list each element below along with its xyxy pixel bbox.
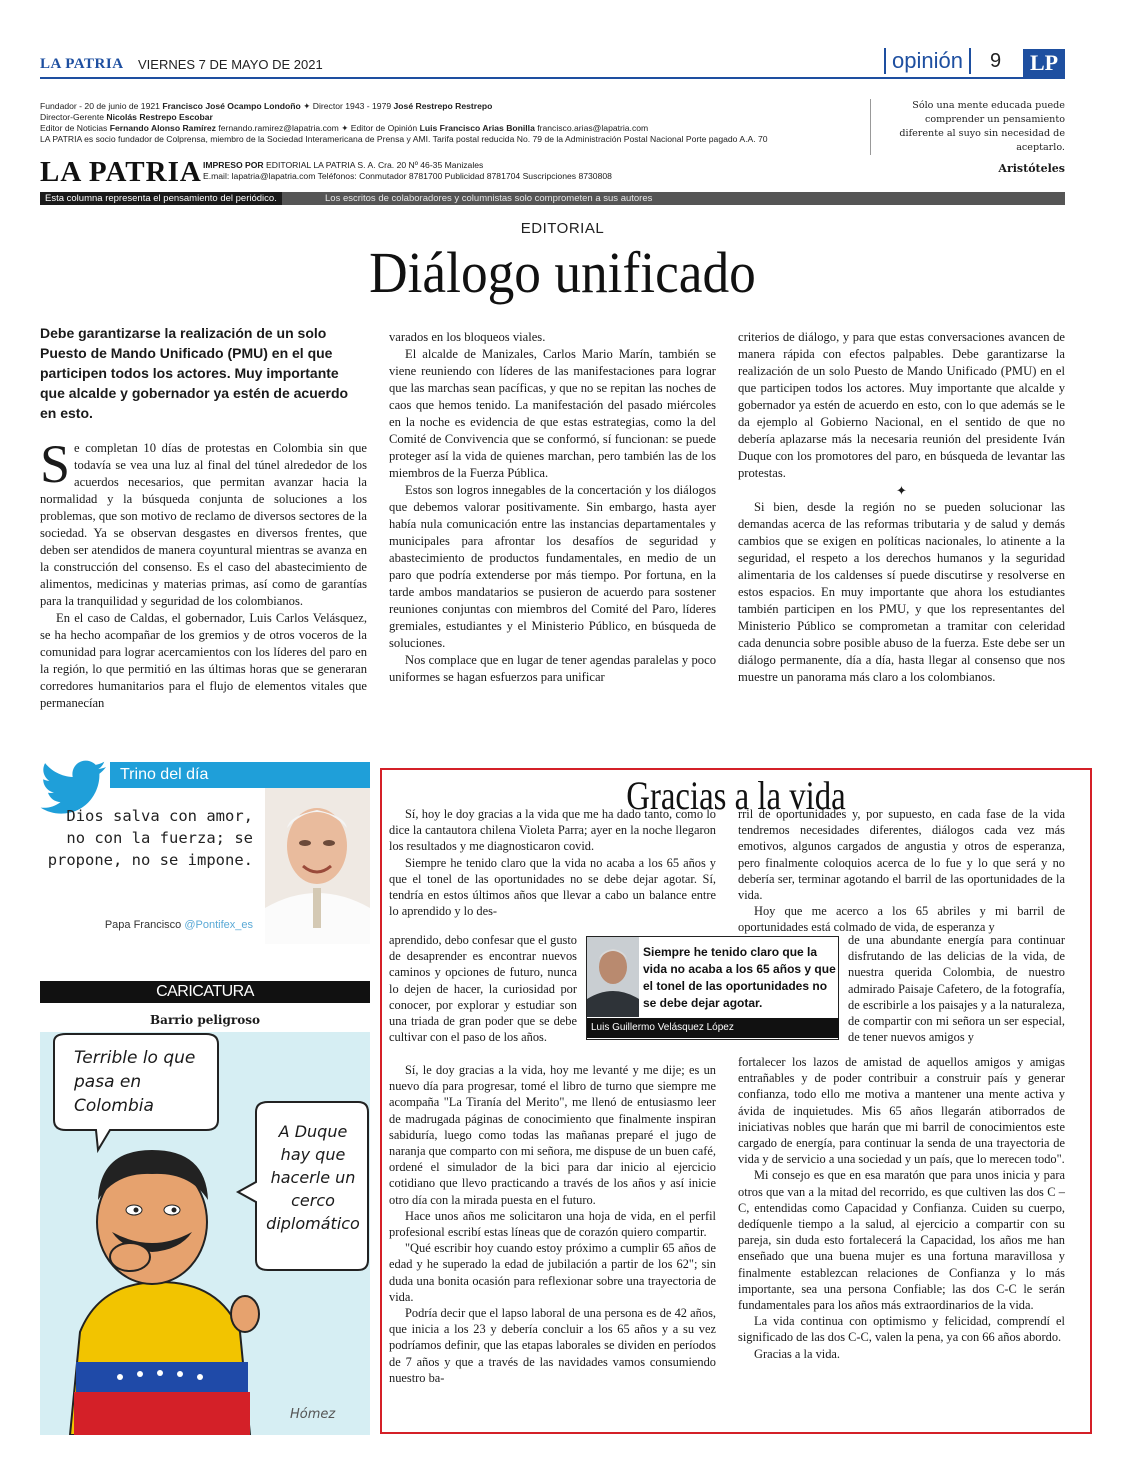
staff-founder: Francisco José Ocampo Londoño — [162, 101, 301, 111]
column-paragraph: La vida continua con optimismo y felicidad, comprendí el significado de las dos C-C, valen la pena, ya con 66 años abordo. — [738, 1314, 1065, 1345]
lp-logo: LP — [1023, 49, 1065, 77]
staff-news-editor: Fernando Alonso Ramírez — [109, 123, 216, 133]
disclaimer-right: Los escritos de colaboradores y columnistas solo comprometen a sus autores — [325, 193, 653, 204]
imprint-address: EDITORIAL LA PATRIA S. A. Cra. 20 Nº 46-35 Manizales — [266, 160, 484, 170]
editorial-kicker: EDITORIAL — [520, 220, 605, 237]
cartoonist-signature: Hómez — [290, 1407, 336, 1422]
quote-of-day: Sólo una mente educada puede comprender un pensamiento diferente al suyo sin necesidad de aceptarlo. — [870, 99, 1065, 155]
tweet-handle[interactable]: @Pontifex_es — [184, 919, 253, 931]
staff-news-label: Editor de Noticias — [40, 123, 108, 133]
paragraph-text: e completan 10 días de protestas en Colombia sin que todavía se vea una luz al final del túnel alrededor de los acuerdos necesarios, que permitan avanzar hacia la normalidad y la búsqueda conjunta de soluciones a los problemas, que son motivo de reclamo de diversos sectores de la sociedad. Ya se observan desgastes en diversos frentes, que deben ser atendidos de manera coyuntural mientras se avanza en la construcción del consenso. Es el caso del abastecimiento de alimentos, medicinas y materias primas, así como de garantías para la tranquilidad y seguridad de los colombianos. — [40, 441, 367, 608]
tweet-author — [40, 919, 253, 931]
editorial-paragraph: Estos son logros innegables de la concertación y los diálogos que debemos valorar positivamente. Sin embargo, hasta ayer había nula comunicación entre las instancias departamentales y municipales para afrontar los desafíos de seguridad y abastecimiento de productos fundamentales, en medio de un paro que podría extenderse por más tiempo. Por fortuna, en la tarde ambos mandatarios se pusieron de acuerdo para sostener reuniones conjuntas con miembros del Comité del Paro, líderes gremiales, estudiantes y el Ministerio Público, en búsqueda de soluciones. — [389, 483, 716, 650]
editorial-paragraph: Si bien, desde la región no se pueden solucionar las demandas acerca de las reformas tributaria y de salud y demás cambios que se exigen en políticas nacionales, lo atinente a la seguridad, el respeto a los derechos humanos y la seguridad alimentaria de los caldenses sí puede discutirse y resolverse en estos espacios. En muy importante que ahora los estudiantes también participen en los PMU, y que los representantes del Ministerio Público se comprometan a tramitar con celeridad cada denuncia sobre posible abuso de la fuerza. Este debe ser un diálogo permanente, día a día, hasta llegar al consenso que nos muestre un panorama más claro a los colombianos. — [738, 500, 1065, 684]
staff-news-email: fernando.ramirez@lapatria.com — [218, 123, 339, 133]
speech-bubble-2: A Duque hay que hacerle un cerco diplomático — [266, 1122, 360, 1233]
pope-photo — [265, 788, 370, 944]
staff-box: Fundador - 20 de junio de 1921 Francisco José Ocampo Londoño ✦ Director 1943 - 1979 José Restrepo Restrepo Director-Gerente Nicolás Restrepo Escobar Editor de Noticias Fernando Alonso Ramírez fernando.ramirez@lapatria.com ✦ Editor de Opinión Luis Francisco Arias Bonilla francisco.arias@lapatria.com LA PATRIA es socio fundador de Colprensa, miembro de la Sociedad Interamericana de Prensa y AMI. Tarifa postal reducida No. 79 de la Administración Postal Nacional Porte pagado A.A. 70 — [40, 101, 830, 145]
column-paragraph: Gracias a la vida. — [754, 1346, 841, 1361]
column-paragraph: Sí, hoy le doy gracias a la vida que me ha dado tanto, como lo dice la cantautora chilena Violeta Parra; ayer en la noche llegaron los resultados y me diagnosticaron covid. — [389, 807, 716, 854]
staff-opinion-editor: Luis Francisco Arias Bonilla — [419, 123, 535, 133]
column-text-1a — [389, 806, 716, 919]
column-paragraph: Mi consejo es que en esa maratón que para unos inicia y para otros que van a la mitad del recorrido, es que cultiven las dos C – C, entendidas como Capacidad y Confianza. Cuiden su cuerpo, dedíquenle tiempo a la salud, al ejercicio a compartir con su pareja, sin duda esto fortalecerá la Capacidad, los años me han enseñado que una buena mujer es una fortuna maravillosa y finalmente establezcan relaciones de Confianza y lo más importante, sea una persona Confiable; las dos C-C le serán fundamentales para los años más extraordinarios de la vida. — [738, 1168, 1065, 1313]
caricatura-title: Barrio peligroso — [150, 1013, 260, 1027]
tweet-text: Dios salva con amor, no con la fuerza; se propone, no se impone. — [47, 807, 253, 869]
page-number: 9 — [990, 50, 1002, 72]
staff-opinion-label: Editor de Opinión — [350, 123, 418, 133]
column-text-1b — [389, 932, 577, 1045]
editorial-column-2 — [389, 329, 716, 686]
author-portrait-icon — [587, 937, 639, 1017]
pull-quote-text: Siempre he tenido claro que la vida no acaba a los 65 años y que el tonel de las oportunidades no se debe dejar agotar. — [643, 945, 836, 1010]
column-paragraph: rril de oportunidades y, por supuesto, en cada fase de la vida tendremos necesidades diferentes, diálogos cada vez más emotivos, algunos cargados de angustia y otros de esperanza, pero finalmente coloquios acerca de lo fue y lo que será y no debería ser, terminar agotando el barril de las oportunidades de la vida. — [738, 807, 1065, 903]
issue-date: VIERNES 7 DE MAYO DE 2021 — [138, 57, 323, 72]
column-paragraph: aprendido, debo confesar que el gusto de desaprender es encontrar nuevos caminos y opciones de futuro, nunca lo dejen de hacer, la curiosidad por conocer, por explorar y estudiar son una triada de gran poder que se debe cultivar con el paso de los años. — [389, 933, 577, 1045]
editorial-paragraph: varados en los bloqueos viales. — [389, 330, 546, 344]
column-text-2a — [738, 806, 1065, 936]
disclaimer-left: Esta columna representa el pensamiento del periódico. — [40, 192, 282, 205]
column-paragraph: Sí, le doy gracias a la vida, hoy me levanté y me dije; es un nuevo día para progresar, tomé el libro de turno que siempre me acompaña "La Tiranía del Merito", me llenó de entusiasmo leer de madrugada páginas de conocimiento que finalmente inspiran sabiduría, luego como todas las mañanas preparé el jugo de naranja que comparto con mi señora, me dispuse de un buen café, ordené el simulador de la bici para dar inicio al ejercicio cotidiano que llevo practicando a través de los años y así inicie otro día con la mirada puesta en el futuro. — [389, 1063, 716, 1207]
imprint-label: IMPRESO POR — [203, 160, 264, 170]
column-text-2c — [738, 1054, 1065, 1362]
staff-opinion-email: francisco.arias@lapatria.com — [537, 123, 649, 133]
caricatura-label: CARICATURA — [40, 981, 370, 1003]
editorial-headline: Diálogo unificado — [369, 240, 756, 305]
author-caption: Luis Guillermo Velásquez López — [587, 1018, 839, 1038]
header-rule — [40, 77, 1065, 79]
column-paragraph: Hoy que me acerco a los 65 abriles y mi barril de oportunidades está colmado de vida, de esperanza y — [738, 904, 1065, 935]
author-photo — [587, 937, 639, 1017]
trino-del-dia-label: Trino del día — [110, 762, 370, 788]
column-title: Gracias a la vida — [626, 773, 846, 818]
speech-bubble-1: Terrible lo que pasa en Colombia — [74, 1048, 196, 1116]
quote-author: Aristóteles — [998, 162, 1065, 175]
drop-cap: S — [40, 434, 71, 494]
staff-membership: LA PATRIA es socio fundador de Colprensa, miembro de la Sociedad Interamericana de Prensa y AMI. Tarifa postal reducida No. 79 de la Administración Postal Nacional Porte pagado A.A. 70 — [40, 134, 768, 144]
editorial-paragraph: En el caso de Caldas, el gobernador, Luis Carlos Velásquez, se ha hecho acompañar de los gremios y de otros voceros de la comunidad para lograr acercamientos con los líderes del paro en la región, lo que permitió en las últimas horas que se generaran corredores humanitarios para el flujo de elementos vitales que permanecían — [40, 611, 367, 710]
editorial-paragraph — [40, 434, 367, 610]
column-paragraph: Siempre he tenido claro que la vida no acaba a los 65 años y que el tonel de las oportunidades no se debe dejar agotar. Sí, tendría en estos últimos años que llevar a cabo un balance entre lo aprendido y lo des- — [389, 855, 716, 919]
column-text-2b — [848, 932, 1065, 1045]
staff-founder-label: Fundador - 20 de junio de 1921 — [40, 101, 160, 111]
column-paragraph: Podría decir que el lapso laboral de una persona es de 42 años, que inicia a los 23 y debería concluir a los 65 años y a su vez podríamos definir, que las etapas laborales se dividen en períodos de 7 años y que a través de las navidades vamos consumiendo nuestro ba- — [389, 1306, 716, 1385]
column-text-1c — [389, 1062, 716, 1386]
imprint-info — [203, 160, 703, 182]
editorial-lead: Debe garantizarse la realización de un solo Puesto de Mando Unificado (PMU) en el que participen todos los actores. Muy importante que alcalde y gobernador ya estén de acuerdo en esto. — [40, 325, 349, 421]
column-paragraph: "Qué escribir hoy cuando estoy próximo a cumplir 65 años de edad y he superado la edad de jubilación a partir de los 62"; sin duda una bonita ocasión para reflexionar sobre una trayectoria de vida. — [389, 1241, 716, 1304]
column-paragraph: Hace unos años me solicitaron una hoja de vida, en el perfil profesional escribí estas líneas que de corazón quiero compartir. — [389, 1208, 716, 1240]
tweet-author-name: Papa Francisco — [104, 919, 182, 931]
editorial-paragraph: criterios de diálogo, y para que estas conversaciones avancen de manera rápida con efectos palpables. Debe garantizarse la realización de un solo Puesto de Mando Unificado (PMU) en el que participen todos los actores. Muy importante que alcalde y gobernador ya estén de acuerdo en esto, con lo que además se le da ejemplo al Gobierno Nacional, en el sentido de que no debería aplazarse más la necesaria reunión del presidente Iván Duque con los promotores del paro, en búsqueda de levantar las protestas. — [738, 330, 1065, 480]
editorial-paragraph: Nos complace que en lugar de tener agendas paralelas y poco uniformes se hagan esfuerzos para unificar — [389, 653, 716, 684]
editorial-paragraph: El alcalde de Manizales, Carlos Mario Marín, también se viene reuniendo con líderes de las manifestaciones para lograr que las marchas sean pacíficas, y que no se repitan las noches de caos que hemos tenido. La manifestación del pasado miércoles en la noche es evidencia de que estas estrategias, como la del Comité de Convivencia que se conformó, sí funcionan: se puede proteger así la vida de quienes marchan, pero también las de los miembros de la Fuerza Pública. — [389, 347, 716, 480]
staff-manager: Nicolás Restrepo Escobar — [106, 112, 213, 122]
staff-director: José Restrepo Restrepo — [393, 101, 493, 111]
cartoon-illustration — [40, 1032, 370, 1435]
imprint-contacts: E.mail: lapatria@lapatria.com Teléfonos: Conmutador 8781700 Publicidad 8781704 Suscripciones 8730808 — [203, 171, 612, 181]
la-patria-logo: LA PATRIA — [40, 156, 202, 188]
section-label: opinión — [884, 48, 971, 74]
pope-portrait-icon — [265, 788, 370, 944]
masthead-small: LA PATRIA — [40, 56, 124, 72]
staff-manager-label: Director-Gerente — [40, 112, 104, 122]
editorial-column-3 — [738, 329, 1065, 686]
staff-director-label: Director 1943 - 1979 — [312, 101, 392, 111]
column-paragraph: de una abundante energía para continuar disfrutando de las delicias de la vida, de nuestra querida Colombia, de nuestro admirado Paisaje Cafetero, de la fotografía, de escribirle a los paisajes y a la naturaleza, de compartir con mi señora un ser especial, de tener nuevos amigos y — [848, 933, 1065, 1045]
editorial-column-1 — [40, 434, 367, 712]
section-star-divider: ✦ — [896, 483, 907, 498]
column-paragraph: fortalecer los lazos de amistad de aquellos amigos y amigas entrañables y de poder contribuir a construir país y generar confianza, todo ello me motiva a mantener una mente activa y ávida de inquietudes. Mis 65 años llegarán atiborrados de iniciativas nobles que harán que mi barril de conocimientos este cargado de energía, para continuar la senda de una trayectoria de vida y de servicio a una sociedad y un país, que lo merecen todo". — [738, 1055, 1065, 1167]
